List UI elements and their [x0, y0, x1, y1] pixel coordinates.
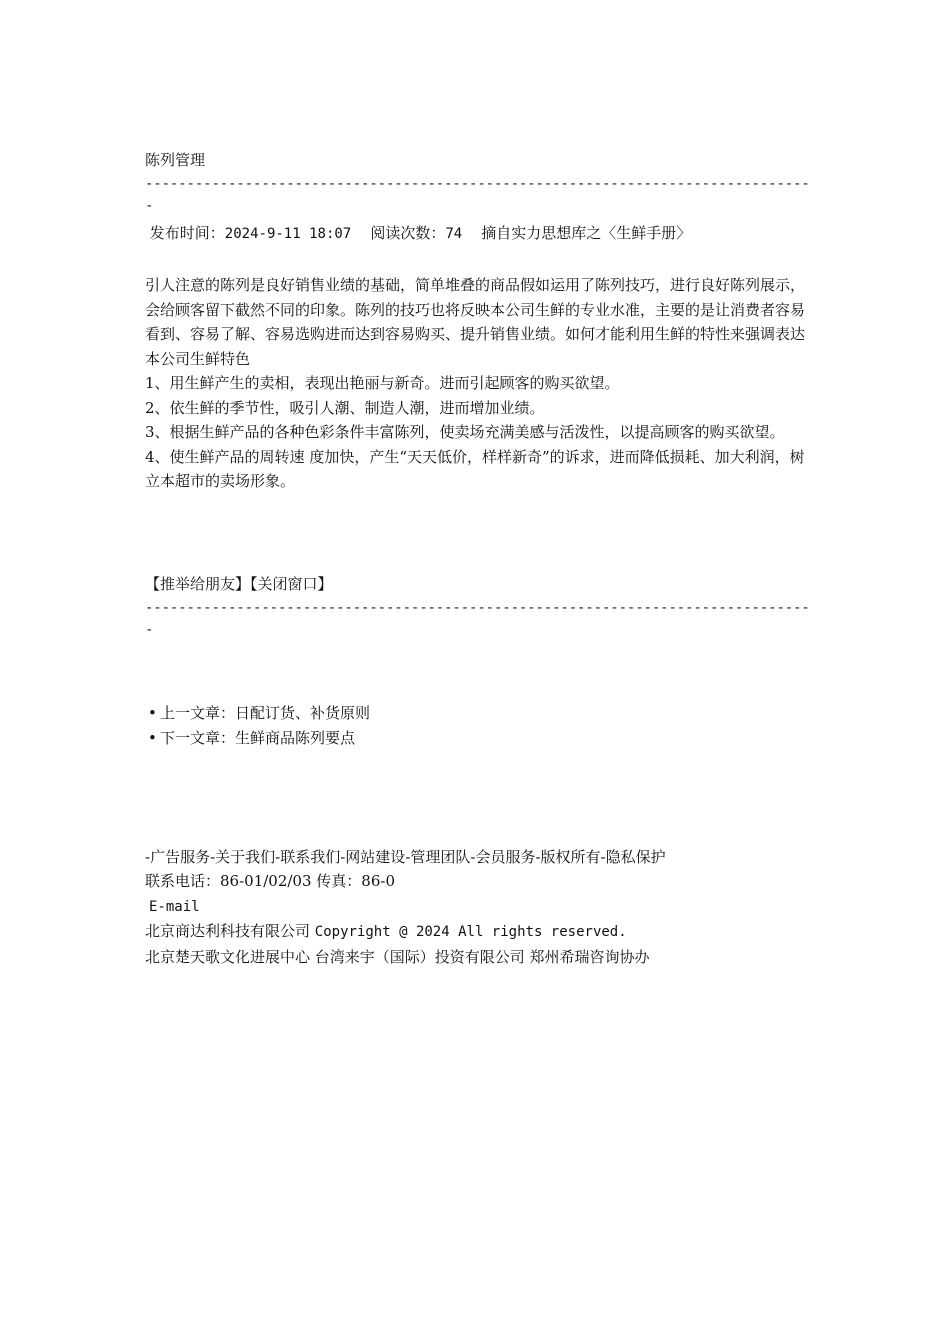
recommend-to-friend-link[interactable]: 【推举给朋友】 [145, 574, 251, 593]
article-source: 摘自实力思想库之〈生鲜手册〉 [481, 224, 692, 242]
footer-link-contact[interactable]: -联系我们 [275, 847, 341, 866]
prev-article-label: 上一文章： [160, 703, 236, 722]
prev-article-row [145, 701, 810, 726]
footer-email-link[interactable]: E-mail [149, 898, 200, 915]
page-footer [145, 845, 810, 970]
reads-count: 74 [445, 226, 463, 242]
bottom-divider-tail: - [145, 621, 154, 638]
published-label: 发布时间： [149, 224, 225, 242]
article-paragraph-2: 2、依生鲜的季节性，吸引人潮、制造人潮，进而增加业绩。 [145, 398, 545, 417]
reads-label: 阅读次数： [370, 224, 446, 242]
article-paragraph-3: 3、根据生鲜产品的各种色彩条件丰富陈列，使卖场充满美感与活泼性，以提高顾客的购买欲望。 [145, 423, 785, 441]
article-body [145, 273, 810, 494]
close-window-link[interactable]: 【关闭窗口】 [250, 574, 333, 593]
footer-link-site-build[interactable]: -网站建设 [340, 847, 406, 866]
footer-copyright: Copyright @ 2024 All rights reserved. [314, 924, 627, 940]
prev-article-link[interactable]: 日配订货、补货原则 [235, 703, 371, 722]
top-divider-tail: - [145, 198, 154, 214]
published-time: 2024-9-11 18:07 [224, 226, 352, 242]
footer-link-about[interactable]: -关于我们 [210, 847, 276, 866]
bottom-divider-line: -------------------------------------------------------------------------------- [145, 599, 810, 616]
page-title: 陈列管理 [145, 151, 206, 169]
bullet-icon: • [148, 703, 157, 722]
footer-links [145, 845, 810, 870]
footer-link-copyright[interactable]: -版权所有 [535, 847, 601, 866]
next-article-link[interactable]: 生鲜商品陈列要点 [235, 728, 356, 747]
next-article-label: 下一文章： [160, 728, 236, 747]
article-navigation [145, 701, 810, 751]
article-paragraph-4: 4、使生鲜产品的周转速 度加快，产生“天天低价，样样新奇”的诉求，进而降低损耗、加大利润，树立本超市的卖场形象。 [145, 447, 805, 490]
footer-link-members[interactable]: -会员服务 [470, 847, 536, 866]
top-divider [145, 173, 810, 217]
next-article-row [145, 726, 810, 751]
bottom-divider [145, 597, 810, 641]
top-divider-line: -------------------------------------------------------------------------------- [145, 176, 810, 192]
footer-email-row [145, 894, 810, 920]
footer-company: 北京商达利科技有限公司 [145, 922, 311, 940]
bullet-icon: • [148, 728, 157, 747]
article-paragraph-intro: 引人注意的陈列是良好销售业绩的基础，简单堆叠的商品假如运用了陈列技巧，进行良好陈列展示，会给顾客留下截然不同的印象。陈列的技巧也将反映本公司生鲜的专业水准，主要的是让消费者容易看到、容易了解、容易选购进而达到容易购买、提升销售业绩。如何才能利用生鲜的特性来强调表达本公司生鲜特色 [145, 276, 806, 368]
article-paragraph-1: 1、用生鲜产生的卖相，表现出艳丽与新奇。进而引起顾客的购买欲望。 [145, 374, 620, 392]
article-container [145, 148, 810, 969]
footer-link-ads[interactable]: -广告服务 [145, 847, 211, 866]
footer-partners: 北京楚天歌文化进展中心 台湾来宇（国际）投资有限公司 郑州希瑞咨询协办 [145, 947, 650, 966]
article-actions [145, 572, 810, 597]
footer-contact: 联系电话：86-01/02/03 传真：86-0 [145, 872, 395, 890]
article-meta [145, 221, 810, 247]
footer-company-row [145, 919, 810, 945]
footer-link-team[interactable]: -管理团队 [405, 847, 471, 866]
footer-link-privacy[interactable]: -隐私保护 [600, 847, 666, 866]
